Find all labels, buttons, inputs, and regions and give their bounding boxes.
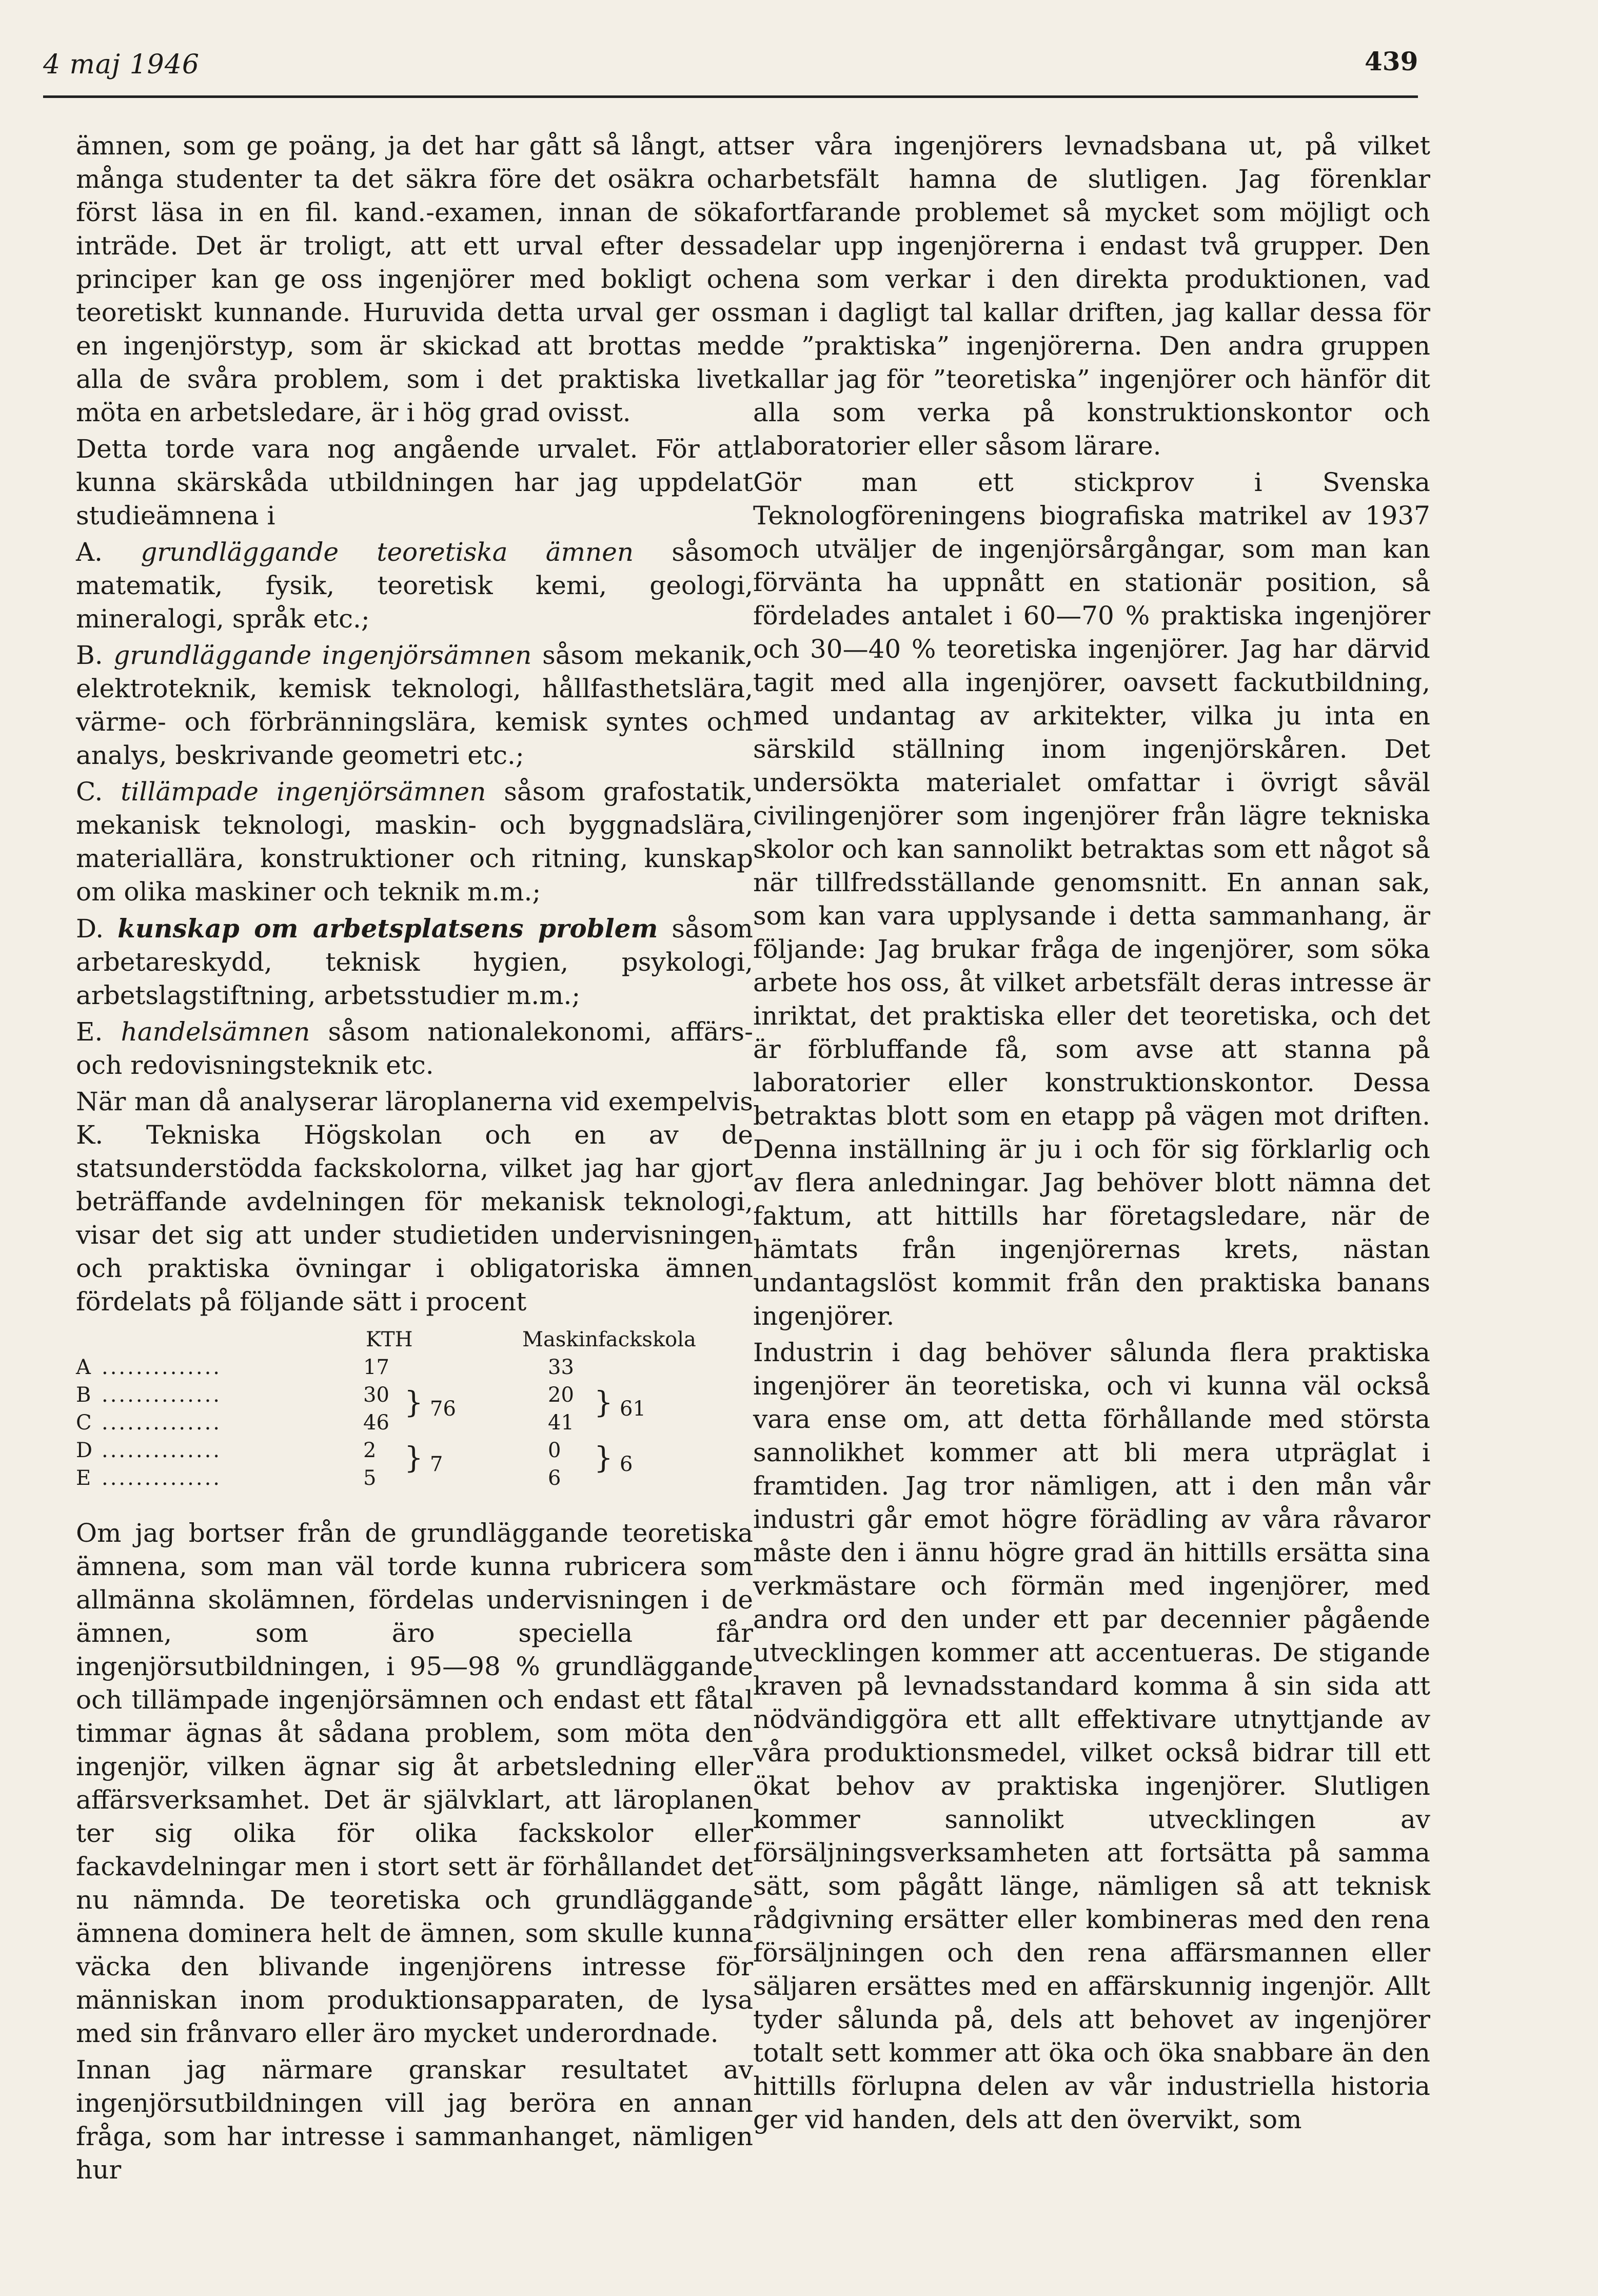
paragraph: När man då analyserar läroplanerna vid exempelvis K. Tekniska Högskolan och en av de statsunderstödda fackskolorna, vilket jag har gjort beträffande avdelningen för mekanisk teknologi, visar det sig att under studietiden undervisningen och praktiska övningar i obligatoriska ämnen fördelats på följande sätt i procent <box>76 1087 753 1317</box>
brace-kth-bc: } <box>404 1385 423 1420</box>
paragraph: ämnen, som ge poäng, ja det har gått så långt, att många studenter ta det säkra före det osäkra och först läsa in en fil. kand.-examen, innan de söka inträde. Det är troligt, att ett urval efter dessa principer kan ge oss ingenjörer med bokligt och teoretiskt kunnande. Huruvida detta urval ger oss en ingenjörstyp, som är skickad att brottas med alla de svåra problem, som i det praktiska livet möta en arbetsledare, är i hög grad ovisst. <box>76 131 753 427</box>
mfs-value: 41 <box>548 1411 574 1435</box>
issue-date: 4 maj 1946 <box>43 49 200 80</box>
paragraph: Om jag bortser från de grundläggande teoretiska ämnena, som man väl torde kunna rubricera som allmänna skolämnen, fördelas undervisningen i de ämnen, som äro speciella får ingenjörsutbildningen, i 95—98 % grundläggande och tillämpade ingenjörsämnen och endast ett fåtal timmar ägnas åt sådana problem, som möta den ingenjör, vilken ägnar sig åt arbetsledning eller affärsverksamhet. Det är självklart, att läroplanen ter sig olika för olika fackskolor eller fackavdelningar men i stort sett är förhållandet det nu nämnda. De teoretiska och grundläggande ämnena dominera helt de ämnen, som skulle kunna väcka den blivande ingenjörens intresse för människan inom produktionsapparaten, de lysa med sin frånvaro eller äro mycket underordnade. <box>76 1518 753 2048</box>
left-column <box>76 129 753 2187</box>
right-column <box>753 129 1430 2136</box>
brace-mfs-bc: } <box>594 1385 613 1420</box>
paragraph: Industrin i dag behöver sålunda flera praktiska ingenjörer än teoretiska, och vi kunna väl också vara ense om, att detta förhållande med största sannolikhet kommer att bli mera utpräglat i framtiden. Jag tror nämligen, att i den mån vår industri går emot högre förädling av våra råvaror måste den i ännu högre grad än hittills ersätta sina verkmästare och förmän med ingenjörer, med andra ord den under ett par decennier pågående utvecklingen kommer att accentueras. De stigande kraven på levnadsstandard komma å sin sida att nödvändiggöra ett allt effektivare utnyttjande av våra produktionsmedel, vilket också bidrar till ett ökat behov av praktiska ingenjörer. Slutligen kommer sannolikt utvecklingen av försäljningsverksamheten att fortsätta på samma sätt, som pågått länge, nämligen så att teknisk rådgivning ersätter eller kombineras med den rena försäljningen och den rena affärsmannen eller säljaren ersättes med en affärskunnig ingenjör. Allt tyder sålunda på, dels att behovet av ingenjörer totalt sett kommer att öka och öka snabbare än den hittills förlupna delen av vår industriella historia ger vid handen, dels att den övervikt, som <box>753 1338 1430 2134</box>
header-rule <box>43 95 1418 98</box>
percent-table <box>76 1326 753 1505</box>
mfs-de-total: 6 <box>620 1453 633 1476</box>
subject-item-d: D. kunskap om arbetsplatsens problem såsom arbetareskydd, teknisk hygien, psykologi, arbetslagstiftning, arbetsstudier m.m.; <box>76 913 753 1010</box>
subject-title: handelsämnen <box>121 1017 310 1047</box>
kth-value: 46 <box>363 1411 389 1435</box>
mfs-value: 20 <box>548 1383 574 1407</box>
subject-title: grundläggande teoretiska ämnen <box>141 537 634 567</box>
kth-de-total: 7 <box>430 1453 443 1476</box>
subject-item-a: A. grundläggande teoretiska ämnen såsom matematik, fysik, teoretisk kemi, geologi, mineralogi, språk etc.; <box>76 537 753 634</box>
paragraph: ser våra ingenjörers levnadsbana ut, på vilket arbetsfält hamna de slutligen. Jag förenklar fortfarande problemet så mycket som möjligt och delar upp ingenjörerna i endast två grupper. Den ena som verkar i den direkta produktionen, vad man i dagligt tal kallar driften, jag kallar dessa för de ”praktiska” ingenjörerna. Den andra gruppen kallar jag för ”teoretiska” ingenjörer och hänför dit alla som verka på konstruktionskontor och laboratorier eller såsom lärare. <box>753 131 1430 461</box>
mfs-value: 6 <box>548 1466 561 1490</box>
kth-value: 17 <box>363 1356 389 1379</box>
paragraph: Detta torde vara nog angående urvalet. För att kunna skärskåda utbildningen har jag uppdelat studieämnena i <box>76 434 753 531</box>
kth-value: 2 <box>363 1439 377 1462</box>
table-header-kth: KTH <box>366 1328 413 1351</box>
kth-value: 30 <box>363 1383 389 1407</box>
table-row: E .............. 5 6 <box>76 1464 743 1492</box>
table-header-maskinfackskola: Maskinfackskola <box>522 1328 696 1351</box>
subject-item-e: E. handelsämnen såsom nationalekonomi, affärs- och redovisningsteknik etc. <box>76 1017 753 1080</box>
subject-title: grundläggande ingenjörsämnen <box>113 640 532 670</box>
subject-title: tillämpade ingenjörsämnen <box>121 777 486 807</box>
brace-mfs-de: } <box>594 1440 613 1475</box>
mfs-value: 33 <box>548 1356 574 1379</box>
subject-item-b: B. grundläggande ingenjörsämnen såsom mekanik, elektroteknik, kemisk teknologi, hållfasthetslära, värme- och förbränningslära, kemisk syntes och analys, beskrivande geometri etc.; <box>76 640 753 770</box>
brace-kth-de: } <box>404 1440 423 1475</box>
paragraph: Innan jag närmare granskar resultatet av ingenjörsutbildningen vill jag beröra en annan fråga, som har intresse i sammanhanget, nämligen hur <box>76 2055 753 2185</box>
subject-title: kunskap om arbetsplatsens problem <box>117 913 658 944</box>
table-row: B .............. 30 20 <box>76 1381 743 1409</box>
page-number: 439 <box>1365 46 1418 76</box>
subject-item-c: C. tillämpade ingenjörsämnen såsom grafostatik, mekanisk teknologi, maskin- och byggnadslära, materiallära, konstruktioner och ritning, kunskap om olika maskiner och teknik m.m.; <box>76 777 753 907</box>
table-row: D .............. 2 0 <box>76 1437 743 1464</box>
mfs-bc-total: 61 <box>620 1397 646 1421</box>
table-row: A .............. 17 33 <box>76 1353 743 1381</box>
table-row: C .............. 46 41 <box>76 1409 743 1437</box>
mfs-value: 0 <box>548 1439 561 1462</box>
paragraph: Gör man ett stickprov i Svenska Teknologföreningens biografiska matrikel av 1937 och utväljer de ingenjörsårgångar, som man kan förvänta ha uppnått en stationär position, så fördelades antalet i 60—70 % praktiska ingenjörer och 30—40 % teoretiska ingenjörer. Jag har därvid tagit med alla ingenjörer, oavsett fackutbildning, med undantag av arkitekter, vilka ju inta en särskild ställning inom ingenjörskåren. Det undersökta materialet omfattar i övrigt såväl civilingenjörer som ingenjörer från lägre tekniska skolor och kan sannolikt betraktas som ett något så när tillfredsställande genomsnitt. En annan sak, som kan vara upplysande i detta sammanhang, är följande: Jag brukar fråga de ingenjörer, som söka arbete hos oss, åt vilket arbetsfält deras intresse är inriktat, det praktiska eller det teoretiska, och det är förbluffande få, som avse att stanna på laboratorier eller konstruktionskontor. Dessa betraktas blott som en etapp på vägen mot driften. Denna inställning är ju i och för sig förklarlig och av flera anledningar. Jag behöver blott nämna det faktum, att hittills har företagsledare, när de hämtats från ingenjörernas krets, nästan undantagslöst kommit från den praktiska banans ingenjörer. <box>753 467 1430 1331</box>
kth-bc-total: 76 <box>430 1397 456 1421</box>
kth-value: 5 <box>363 1466 377 1490</box>
